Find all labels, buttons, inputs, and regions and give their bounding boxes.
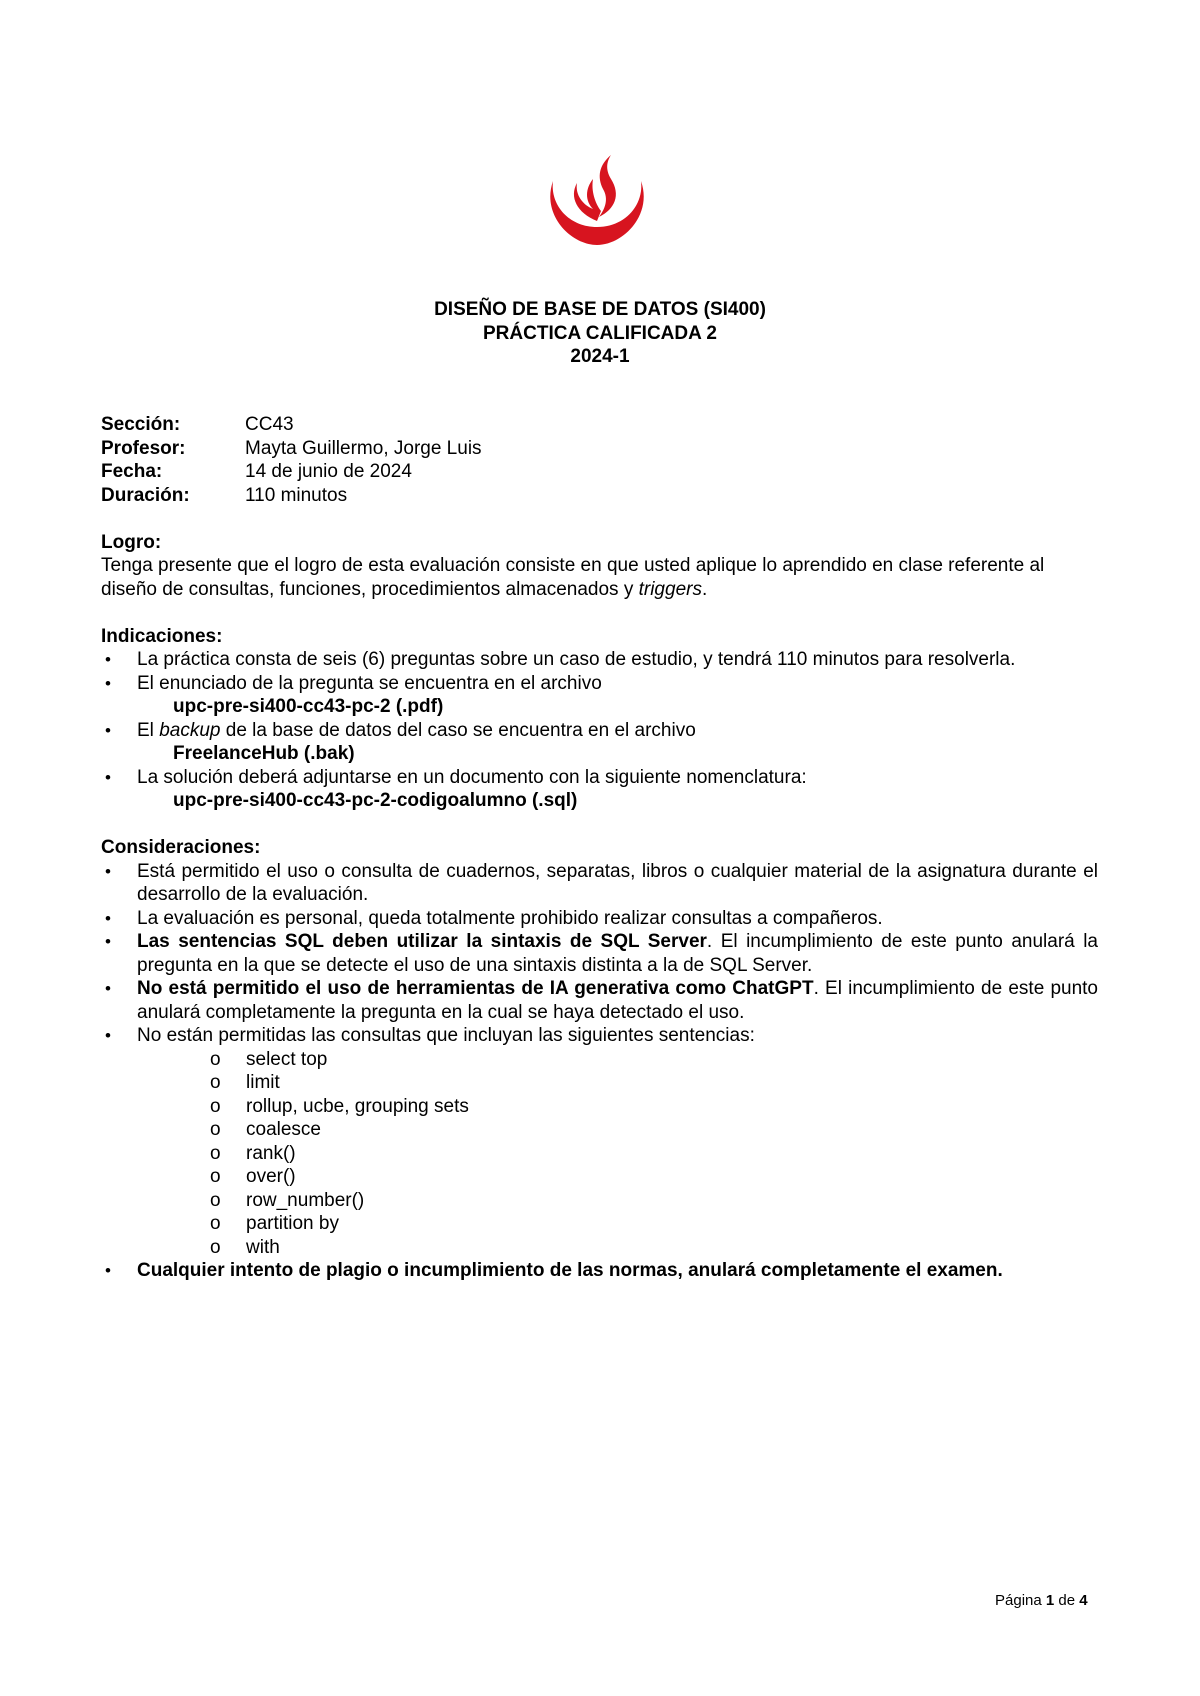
bullet-icon: • — [105, 979, 111, 998]
sub-list-item — [137, 1189, 1098, 1213]
document-body — [101, 413, 1098, 1283]
meta-value: 14 de junio de 2024 — [245, 461, 412, 482]
exam-title: PRÁCTICA CALIFICADA 2 — [483, 322, 717, 344]
text-rest: . El incumplimiento de este punto anulará completamente la pregunta en la cual se haya detectado el uso. — [137, 978, 1098, 1023]
sub-list-item — [137, 1212, 1098, 1236]
consideracion-text: La evaluación es personal, queda totalmente prohibido realizar consultas a compañeros. — [137, 907, 883, 929]
sub-bullet-icon: o — [210, 1166, 221, 1187]
file-name: FreelanceHub (.bak) — [173, 743, 355, 764]
file-name: upc-pre-si400-cc43-pc-2 (.pdf) — [173, 696, 444, 717]
sub-list-item — [137, 1165, 1098, 1189]
list-item — [101, 648, 1098, 672]
bullet-icon: • — [105, 1261, 111, 1280]
sub-bullet-icon: o — [210, 1048, 221, 1070]
upc-flame-logo — [545, 155, 649, 245]
logo-flame-right — [599, 155, 616, 217]
course-title: DISEÑO DE BASE DE DATOS (SI400) — [434, 299, 766, 320]
sub-bullet-icon: o — [210, 1142, 221, 1164]
text-bold: Las sentencias SQL deben utilizar la sintaxis de SQL Server — [137, 931, 707, 952]
consideracion-text — [137, 930, 1098, 977]
sub-bullet-icon: o — [210, 1095, 221, 1117]
file-name: upc-pre-si400-cc43-pc-2-codigoalumno (.sql) — [173, 790, 578, 811]
list-item — [101, 907, 1098, 931]
list-item — [101, 672, 1098, 719]
indicacion-text: La solución deberá adjuntarse en un documento con la siguiente nomenclatura: — [137, 766, 807, 788]
text-end: de la base de datos del caso se encuentra en el archivo — [220, 719, 696, 741]
indicacion-text — [137, 719, 1098, 743]
list-item — [101, 860, 1098, 907]
bullet-icon: • — [105, 650, 111, 669]
text-rest: . El incumplimiento de este punto anulará la pregunta en la que se detecte el uso de una sintaxis distinta a la de SQL Server. — [137, 931, 1098, 976]
page-of: de — [1058, 1592, 1076, 1609]
statement: rank() — [246, 1142, 296, 1164]
statement: coalesce — [246, 1119, 321, 1140]
sub-bullet-icon: o — [210, 1072, 221, 1093]
indicacion-text: El enunciado de la pregunta se encuentra en el archivo — [137, 672, 602, 694]
consideraciones-list — [101, 860, 1098, 1283]
sub-bullet-icon: o — [210, 1119, 221, 1140]
sub-list-item — [137, 1095, 1098, 1119]
consideraciones-title: Consideraciones: — [101, 837, 261, 858]
forbidden-statements-list — [137, 1048, 1098, 1260]
bullet-icon: • — [105, 932, 111, 951]
bullet-icon: • — [105, 673, 111, 693]
sub-bullet-icon: o — [210, 1236, 221, 1258]
list-item — [101, 977, 1098, 1024]
exam-term: 2024-1 — [570, 346, 630, 367]
indicacion-text: La práctica consta de seis (6) preguntas sobre un caso de estudio, y tendrá 110 minutos para resolverla. — [137, 649, 1016, 670]
logro-text-end: . — [701, 578, 708, 600]
meta-label: Duración: — [101, 484, 190, 506]
list-item — [101, 930, 1098, 977]
meta-block — [101, 413, 1098, 507]
statement: over() — [246, 1166, 296, 1187]
meta-label: Sección: — [101, 414, 181, 435]
sub-bullet-icon: o — [210, 1189, 221, 1211]
text-italic: backup — [159, 719, 221, 741]
sub-list-item — [137, 1142, 1098, 1166]
meta-label: Fecha: — [101, 461, 163, 482]
statement: select top — [246, 1048, 328, 1070]
logro-text — [101, 554, 1098, 601]
list-item — [101, 1024, 1098, 1259]
indicaciones-list — [101, 648, 1098, 813]
bullet-icon: • — [105, 861, 111, 881]
meta-row-seccion — [101, 413, 1098, 437]
document-heading — [0, 298, 1200, 369]
sub-list-item — [137, 1048, 1098, 1072]
page-number: 1 — [1045, 1592, 1055, 1609]
meta-value: 110 minutos — [245, 484, 348, 506]
bullet-icon: • — [105, 908, 111, 928]
consideracion-text: No están permitidas las consultas que incluyan las siguientes sentencias: — [137, 1025, 755, 1046]
logro-title: Logro: — [101, 531, 162, 553]
list-item — [101, 719, 1098, 766]
consideracion-text: Está permitido el uso o consulta de cuadernos, separatas, libros o cualquier material de la asignatura durante el desarrollo de la evaluación. — [137, 860, 1098, 905]
consideracion-text — [137, 977, 1098, 1024]
page-label: Página — [995, 1592, 1042, 1609]
meta-row-profesor — [101, 437, 1098, 461]
page-footer — [995, 1589, 1088, 1613]
bullet-icon: • — [105, 1026, 111, 1045]
sub-list-item — [137, 1118, 1098, 1142]
statement: row_number() — [246, 1189, 365, 1211]
logro-text-italic: triggers — [638, 578, 702, 600]
indicaciones-title: Indicaciones: — [101, 625, 223, 647]
sub-bullet-icon: o — [210, 1213, 221, 1234]
meta-label: Profesor: — [101, 437, 186, 459]
list-item — [101, 1259, 1098, 1283]
logo-flame-left — [574, 179, 601, 221]
page-total: 4 — [1079, 1592, 1088, 1609]
bullet-icon: • — [105, 720, 111, 740]
statement: partition by — [246, 1213, 339, 1234]
statement: with — [246, 1236, 280, 1258]
logro-text-start: Tenga presente que el logro de esta evaluación consiste en que usted aplique lo aprendido en clase referente al diseño de consultas, funciones, procedimientos almacenados y — [101, 555, 1045, 600]
list-item — [101, 766, 1098, 813]
statement: rollup, ucbe, grouping sets — [246, 1095, 469, 1117]
meta-row-fecha — [101, 460, 1098, 484]
meta-row-duracion — [101, 484, 1098, 508]
consideracion-text: Cualquier intento de plagio o incumplimiento de las normas, anulará completamente el examen. — [137, 1260, 1003, 1281]
bullet-icon: • — [105, 767, 111, 787]
meta-value: CC43 — [245, 414, 294, 435]
sub-list-item — [137, 1236, 1098, 1260]
meta-value: Mayta Guillermo, Jorge Luis — [245, 437, 482, 459]
text-start: El — [137, 719, 160, 741]
statement: limit — [246, 1072, 280, 1093]
text-bold: No está permitido el uso de herramientas de IA generativa como ChatGPT — [137, 978, 814, 999]
sub-list-item — [137, 1071, 1098, 1095]
